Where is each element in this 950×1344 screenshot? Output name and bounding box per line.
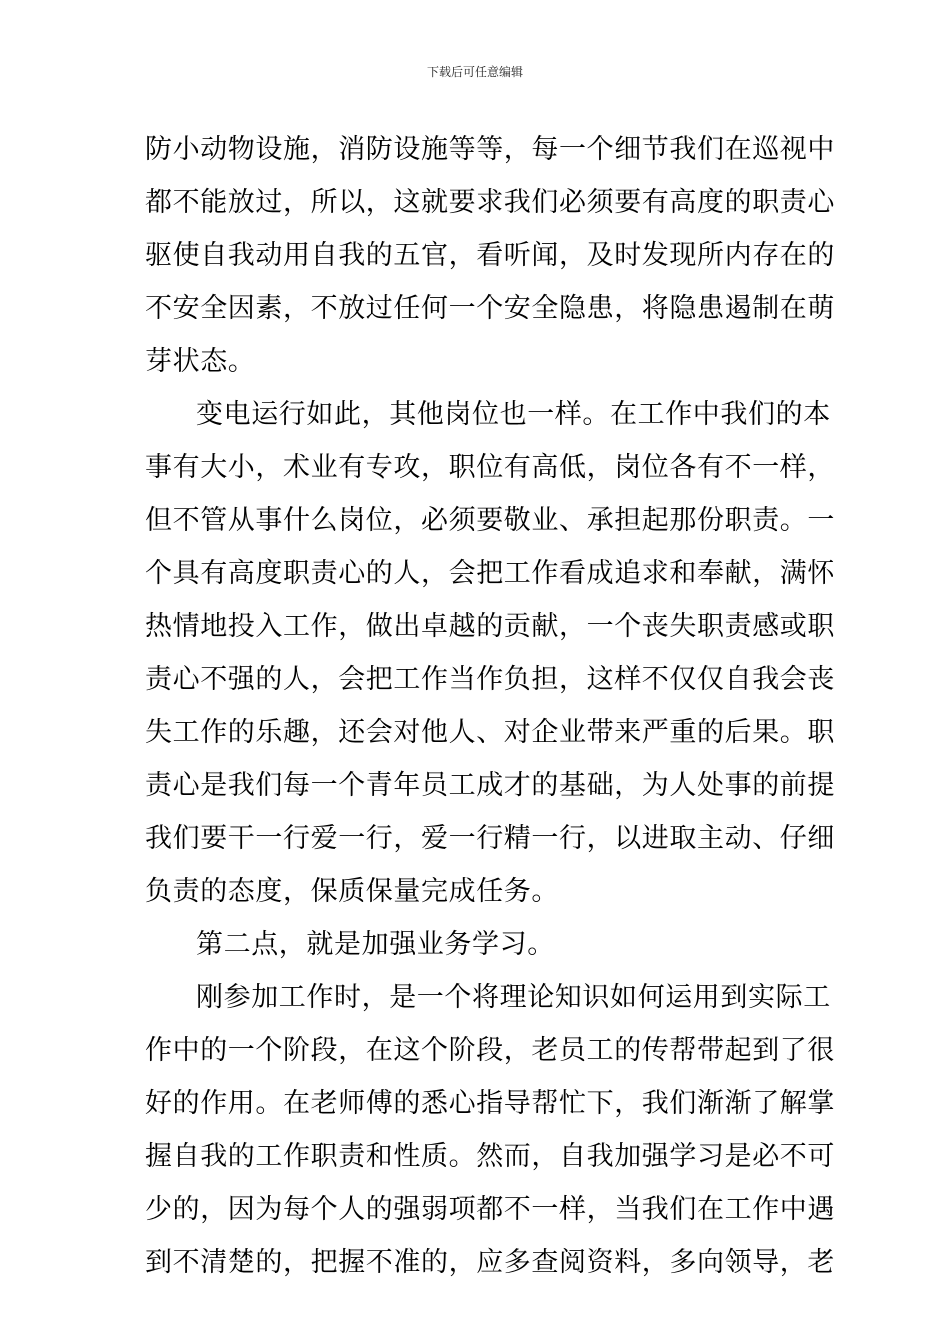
paragraph-start-line: 刚参加工作时，是一个将理论知识如何运用到实际工: [196, 982, 831, 1013]
text-line: 个具有高度职责心的人，会把工作看成追求和奉献，满怀: [145, 558, 835, 589]
text-line: 事有大小，术业有专攻，职位有高低，岗位各有不一样，: [145, 452, 835, 483]
page-header: 下载后可任意编辑: [426, 65, 523, 79]
text-line: 握自我的工作职责和性质。然而，自我加强学习是必不可: [145, 1141, 835, 1172]
text-line: 责心是我们每一个青年员工成才的基础，为人处事的前提: [145, 770, 835, 801]
text-line: 负责的态度，保质保量完成任务。: [145, 876, 559, 907]
text-line: 防小动物设施，消防设施等等，每一个细节我们在巡视中: [145, 134, 835, 165]
text-line: 但不管从事什么岗位，必须要敬业、承担起那份职责。一: [145, 505, 835, 536]
text-line: 芽状态。: [145, 346, 256, 377]
text-line: 作中的一个阶段，在这个阶段，老员工的传帮带起到了很: [145, 1035, 835, 1066]
text-line: 责心不强的人，会把工作当作负担，这样不仅仅自我会丧: [145, 664, 835, 695]
text-line: 驱使自我动用自我的五官，看听闻，及时发现所内存在的: [145, 240, 835, 271]
text-line: 我们要干一行爱一行，爱一行精一行，以进取主动、仔细: [145, 823, 835, 854]
section-heading-line: 第二点，就是加强业务学习。: [196, 929, 555, 960]
text-line: 都不能放过，所以，这就要求我们必须要有高度的职责心: [145, 187, 835, 218]
paragraph-start-line: 变电运行如此，其他岗位也一样。在工作中我们的本: [196, 399, 831, 430]
text-line: 少的，因为每个人的强弱项都不一样，当我们在工作中遇: [145, 1194, 835, 1225]
text-line: 热情地投入工作，做出卓越的贡献，一个丧失职责感或职: [145, 611, 835, 642]
document-body: [145, 123, 835, 1289]
text-line: 不安全因素，不放过任何一个安全隐患，将隐患遏制在萌: [145, 293, 835, 324]
text-line: 到不清楚的，把握不准的，应多查阅资料，多向领导，老: [145, 1247, 835, 1278]
text-line: 失工作的乐趣，还会对他人、对企业带来严重的后果。职: [145, 717, 835, 748]
text-line: 好的作用。在老师傅的悉心指导帮忙下，我们渐渐了解掌: [145, 1088, 835, 1119]
